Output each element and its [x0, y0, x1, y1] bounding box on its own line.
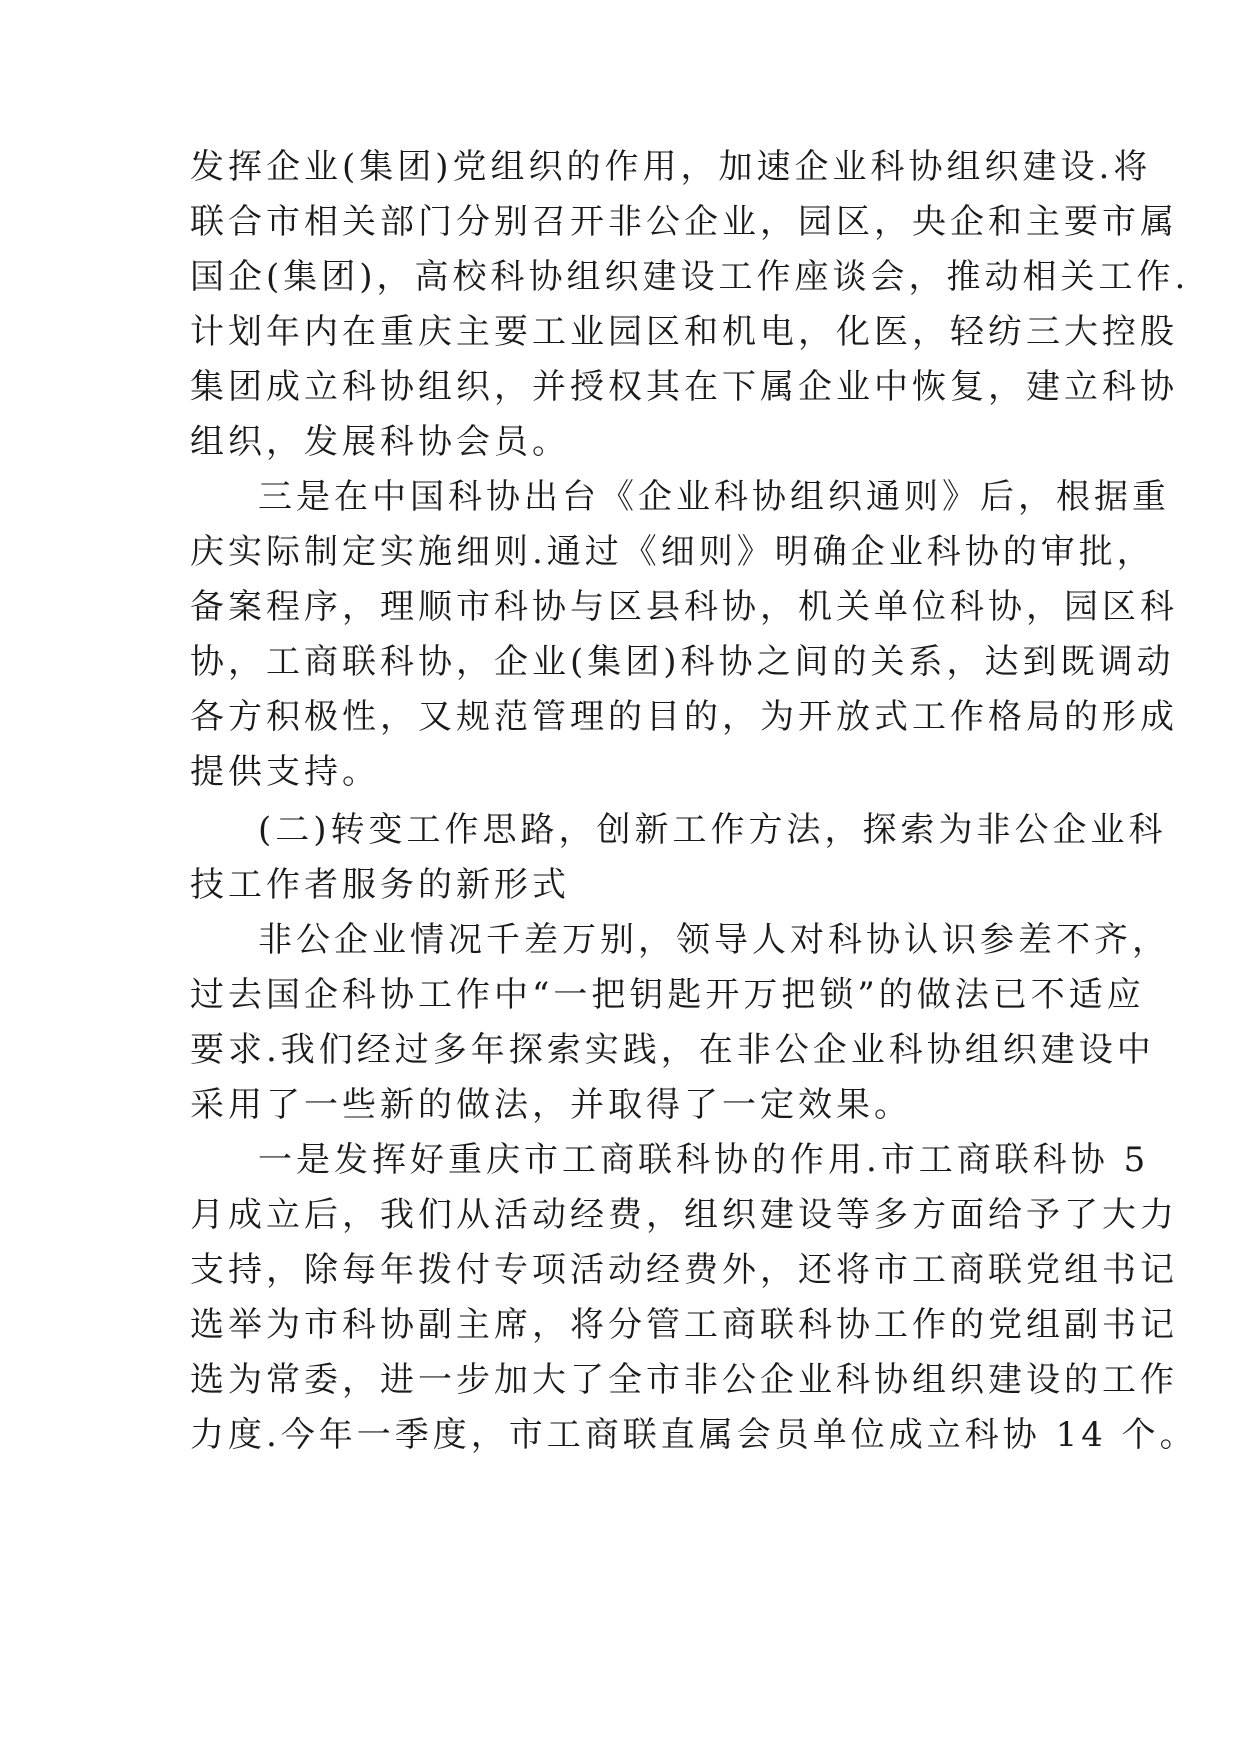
paragraph-first-line: 非公企业情况千差万别，领导人对科协认识参差不齐， [258, 920, 1170, 960]
section-heading-line: (二)转变工作思路，创新工作方法，探索为非公企业科 [258, 810, 1167, 850]
text-line: 发挥企业(集团)党组织的作用，加速企业科协组织建设.将 [190, 147, 1152, 187]
text-line: 采用了一些新的做法，并取得了一定效果。 [190, 1085, 912, 1125]
text-line: 支持，除每年拨付专项活动经费外，还将市工商联党组书记 [190, 1250, 1178, 1290]
text-line: 组织，发展科协会员。 [190, 422, 570, 462]
text-line: 要求.我们经过多年探索实践，在非公企业科协组织建设中 [190, 1030, 1155, 1070]
text-line: 选为常委，进一步加大了全市非公企业科协组织建设的工作 [190, 1360, 1178, 1400]
text-line: 过去国企科协工作中“一把钥匙开万把锁”的做法已不适应 [190, 975, 1145, 1015]
text-line: 庆实际制定实施细则.通过《细则》明确企业科协的审批， [190, 532, 1155, 572]
paragraph-first-line: 一是发挥好重庆市工商联科协的作用.市工商联科协 5 [258, 1140, 1150, 1180]
text-line: 国企(集团)，高校科协组织建设工作座谈会，推动相关工作. [190, 257, 1190, 297]
text-line: 备案程序，理顺市科协与区县科协，机关单位科协，园区科 [190, 587, 1178, 627]
text-line: 联合市相关部门分别召开非公企业，园区，央企和主要市属 [190, 202, 1178, 242]
text-line: 计划年内在重庆主要工业园区和机电，化医，轻纺三大控股 [190, 312, 1178, 352]
text-line: 提供支持。 [190, 752, 380, 792]
text-line: 力度.今年一季度，市工商联直属会员单位成立科协 14 个。 [190, 1415, 1198, 1455]
text-line: 月成立后，我们从活动经费，组织建设等多方面给予了大力 [190, 1195, 1178, 1235]
text-line: 各方积极性，又规范管理的目的，为开放式工作格局的形成 [190, 697, 1178, 737]
text-line: 协，工商联科协，企业(集团)科协之间的关系，达到既调动 [190, 642, 1175, 682]
paragraph-first-line: 三是在中国科协出台《企业科协组织通则》后，根据重 [258, 477, 1170, 517]
text-line: 集团成立科协组织，并授权其在下属企业中恢复，建立科协 [190, 367, 1178, 407]
section-heading-line: 技工作者服务的新形式 [190, 865, 570, 905]
text-line: 选举为市科协副主席，将分管工商联科协工作的党组副书记 [190, 1305, 1178, 1345]
